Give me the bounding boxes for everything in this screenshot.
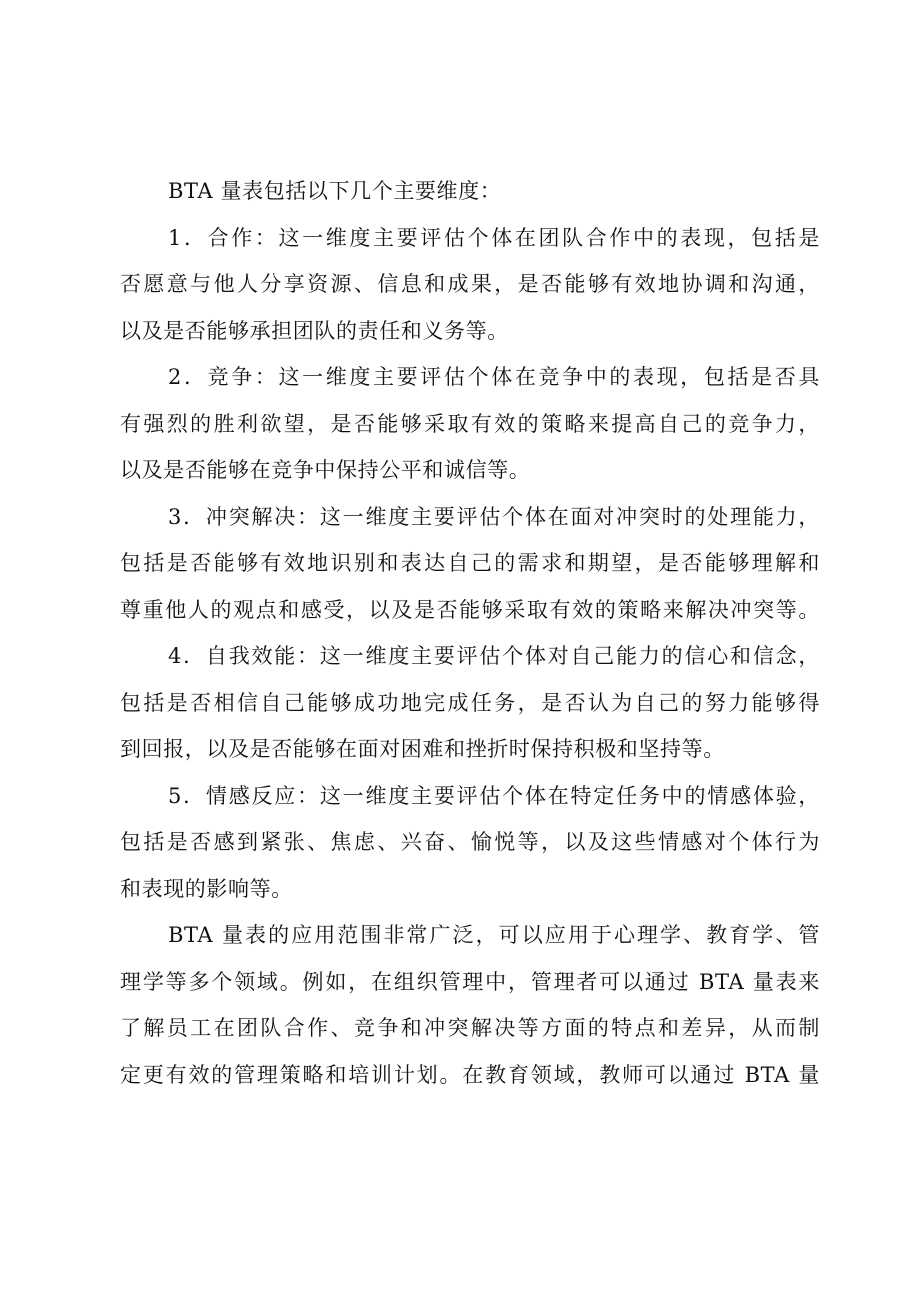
text-line: 3．冲突解决：这一维度主要评估个体在面对冲突时的处理能力， [168, 504, 820, 529]
paragraph-conflict-resolution [120, 494, 820, 634]
text-line: 了解员工在团队合作、竞争和冲突解决等方面的特点和差异，从而制 [120, 1016, 820, 1040]
text-line: BTA 量表的应用范围非常广泛，可以应用于心理学、教育学、管 [168, 923, 820, 947]
text-line: 以及是否能够在竞争中保持公平和诚信等。 [120, 458, 531, 482]
paragraph-cooperation [120, 215, 820, 355]
paragraph-competition [120, 354, 820, 494]
text-line: 和表现的影响等。 [120, 876, 293, 901]
text-line: 包括是否感到紧张、焦虑、兴奋、愉悦等，以及这些情感对个体行为 [120, 830, 820, 854]
text-line: 4．自我效能：这一维度主要评估个体对自己能力的信心和信念， [168, 644, 820, 668]
text-line: 到回报，以及是否能够在面对困难和挫折时保持积极和坚持等。 [120, 737, 725, 761]
text-line: 有强烈的胜利欲望，是否能够采取有效的策略来提高自己的竞争力， [120, 411, 820, 436]
text-line: 1．合作：这一维度主要评估个体在团队合作中的表现，包括是 [168, 225, 820, 250]
document-body [120, 168, 820, 1098]
text-line: BTA 量表包括以下几个主要维度： [168, 179, 502, 203]
text-line: 包括是否相信自己能够成功地完成任务，是否认为自己的努力能够得 [120, 690, 820, 715]
text-line: 否愿意与他人分享资源、信息和成果，是否能够有效地协调和沟通， [120, 272, 820, 296]
text-line: 以及是否能够承担团队的责任和义务等。 [120, 318, 509, 343]
text-line: 2．竞争：这一维度主要评估个体在竞争中的表现，包括是否具 [168, 365, 820, 389]
text-line: 尊重他人的观点和感受，以及是否能够采取有效的策略来解决冲突等。 [120, 597, 820, 622]
text-line: 包括是否能够有效地识别和表达自己的需求和期望，是否能够理解和 [120, 551, 820, 575]
paragraph-self-efficacy [120, 633, 820, 773]
text-line: 5．情感反应：这一维度主要评估个体在特定任务中的情感体验， [168, 783, 820, 808]
paragraph-applications [120, 912, 820, 1098]
text-line: 定更有效的管理策略和培训计划。在教育领域，教师可以通过 BTA 量 [120, 1062, 820, 1087]
paragraph-emotional-response [120, 773, 820, 913]
text-line: 理学等多个领域。例如，在组织管理中，管理者可以通过 BTA 量表来 [120, 969, 820, 994]
paragraph-intro [120, 168, 820, 215]
